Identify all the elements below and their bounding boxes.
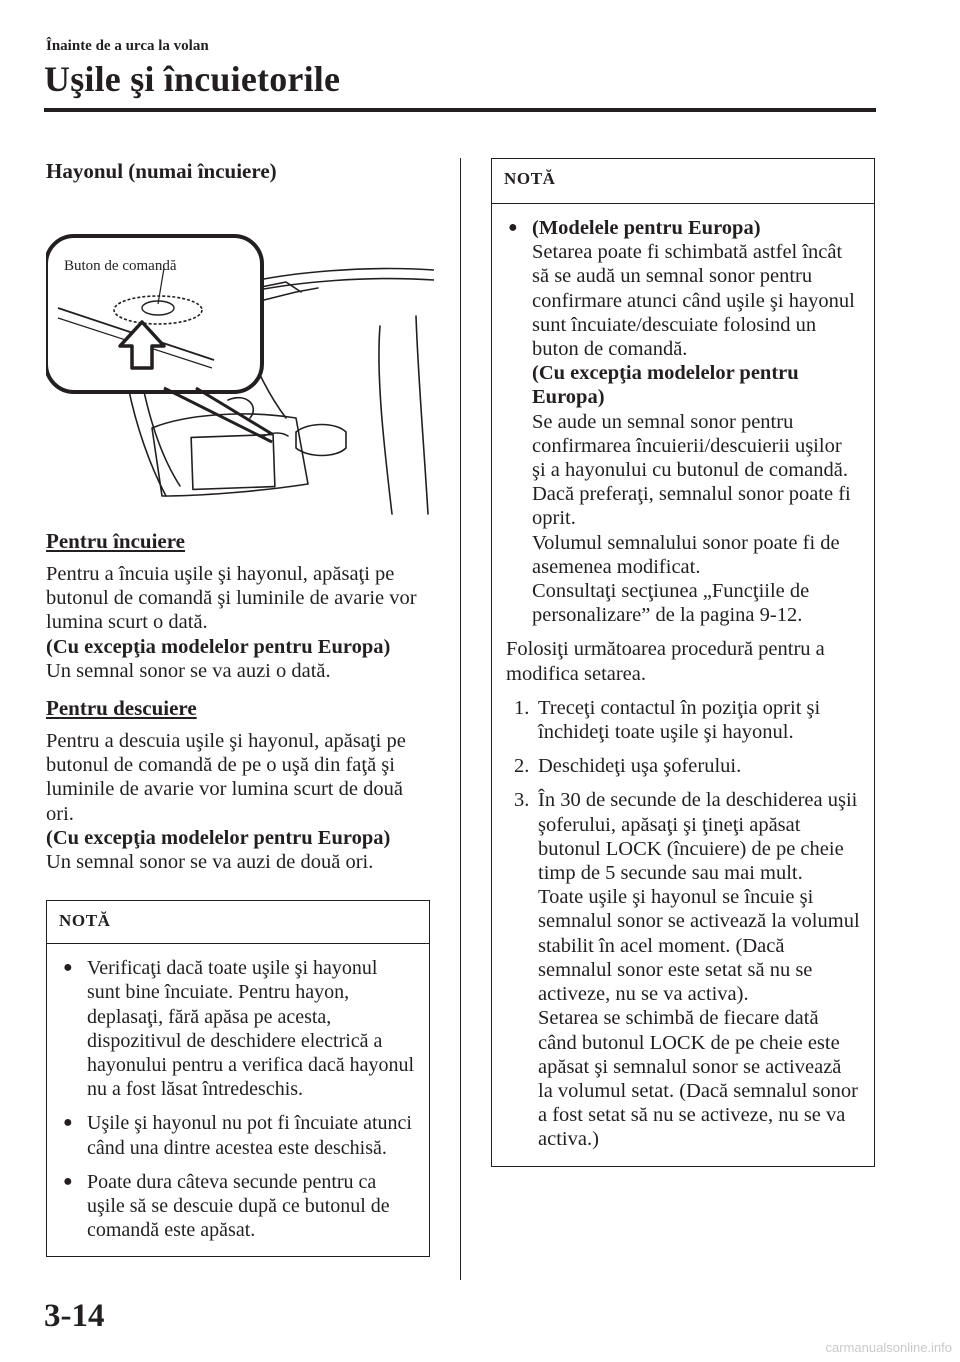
- tailgate-illustration: [46, 196, 434, 518]
- bullet-icon: ●: [508, 219, 518, 236]
- lock-text: Pentru a încuia uşile şi hayonul, apăsaţi pe butonul de comandă şi luminile de avarie vor lumina scurt o dată.: [46, 563, 417, 634]
- note-box-right: [491, 158, 875, 1167]
- non-eu-text: Se aude un semnal sonor pentru confirmarea încuierii/descuierii uşilor şi a hayonului cu butonul de comandă. Dacă preferaţi, semnalul sonor poate fi oprit.: [532, 410, 851, 530]
- title-rule: [44, 108, 876, 112]
- note-box-left: [46, 900, 430, 1257]
- note-item: ● Verificaţi dacă toate uşile şi hayonul sunt bine încuiate. Pentru hayon, deplasaţi, fără apăsa pe acesta, dispozitivul de deschidere electrică a hayonului pentru a verifica dacă hayonul nu a fost lăsat întredeschis.: [63, 957, 415, 1101]
- left-column: [46, 158, 434, 1257]
- lock-exception: (Cu excepţia modelelor pentru Europa): [46, 635, 391, 658]
- volume-text: Volumul semnalului sonor poate fi de asemenea modificat.: [532, 531, 840, 578]
- note-item: [506, 216, 860, 627]
- unlock-text: Pentru a descuia uşile şi hayonul, apăsaţi pe butonul de comandă de pe o uşă din faţă şi luminile de avarie vor lumina scurt de două ori.: [46, 730, 406, 825]
- step-item: 2. Deschideţi uşa şoferului.: [514, 755, 742, 778]
- section-title: Hayonul (numai încuiere): [46, 159, 277, 183]
- lock-beep: Un semnal sonor se va auzi o dată.: [46, 659, 331, 682]
- unlock-beep: Un semnal sonor se va auzi de două ori.: [46, 851, 374, 874]
- note-heading: NOTĂ: [47, 901, 429, 944]
- note-item: ● Poate dura câteva secunde pentru ca uşile să se descuie după ce butonul de comandă este apăsat.: [63, 1170, 390, 1242]
- watermark: carmanualsonline.info: [825, 1340, 952, 1355]
- bullet-icon: ●: [63, 959, 73, 977]
- bullet-icon: ●: [63, 1172, 73, 1190]
- breadcrumb: Înainte de a urca la volan: [46, 38, 209, 54]
- note-heading: NOTĂ: [492, 159, 874, 204]
- page-number: 3-14: [44, 1298, 105, 1334]
- note-item: ● Uşile şi hayonul nu pot fi încuiate atunci când una dintre acestea este deschisă.: [63, 1112, 412, 1159]
- column-divider: [460, 158, 461, 1280]
- unlock-exception: (Cu excepţia modelelor pentru Europa): [46, 826, 391, 849]
- figure-label: Buton de comandă: [64, 258, 177, 274]
- lock-heading: Pentru încuiere: [46, 529, 186, 553]
- right-column: [491, 158, 875, 1167]
- eu-text: Setarea poate fi schimbată astfel încât să se audă un semnal sonor pentru confirmare atunci când uşile şi hayonul sunt încuiate/descuiate folosind un buton de comandă.: [532, 241, 855, 361]
- reference-text: Consultaţi secţiunea „Funcţiile de personalizare” de la pagina 9-12.: [532, 580, 810, 627]
- eu-label: (Modelele pentru Europa): [532, 217, 761, 239]
- tailgate-figure: [46, 196, 434, 518]
- step-item: 1. Treceţi contactul în poziţia oprit şi închideţi toate uşile şi hayonul.: [514, 696, 821, 744]
- procedure-intro: Folosiţi următoarea procedură pentru a modifica setarea.: [506, 638, 825, 685]
- step-item: 3. În 30 de secunde de la deschiderea uşii şoferului, apăsaţi şi ţineţi apăsat butonul LOCK (încuiere) de pe cheie timp de 5 secunde sau mai mult. Toate uşile şi hayonul se încuie şi semnalul sonor se activează la volumul stabilit în acel moment. (Dacă semnalul sonor este setat să nu se activeze, nu se va activa). Setarea se schimbă de fiecare dată când butonul LOCK de pe cheie este apăsat şi semnalul sonor se activează la volumul setat. (Dacă semnalul sonor a fost setat să nu se activeze, nu se va activa.): [514, 789, 860, 1151]
- page-title: Uşile şi încuietorile: [44, 59, 341, 99]
- step3-result: Toate uşile şi hayonul se încuie şi semnalul sonor se activează la volumul stabilit în acel moment. (Dacă semnalul sonor este setat să nu se activeze, nu se va activa).: [538, 886, 860, 1006]
- step3-change: Setarea se schimbă de fiecare dată când butonul LOCK de pe cheie este apăsat şi semnalul sonor se activează la volumul setat. (Dacă semnalul sonor a fost setat să nu se activeze, nu se va activa.): [538, 1007, 858, 1151]
- bullet-icon: ●: [63, 1114, 73, 1132]
- unlock-heading: Pentru descuiere: [46, 696, 197, 721]
- non-eu-label: (Cu excepţia modelelor pentru Europa): [532, 362, 799, 409]
